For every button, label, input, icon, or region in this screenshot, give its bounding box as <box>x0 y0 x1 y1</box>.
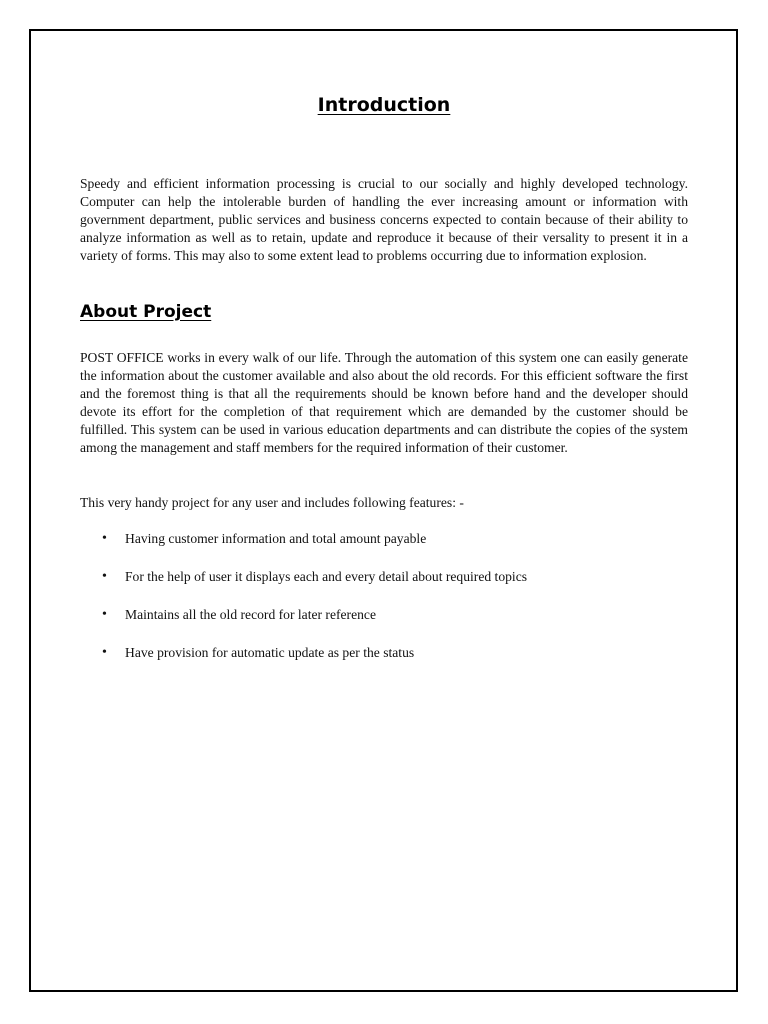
intro-paragraph: Speedy and efficient information processing is crucial to our socially and highly developed technology. Computer can help the intolerable burden of handling the ever increasing amount or information with government department, public services and business concerns expected to contain because of their ability to analyze information as well as to retain, update and reproduce it because of their versality to present it in a variety of forms. This may also to some extent lead to problems occurring due to information explosion. <box>80 176 688 264</box>
list-item <box>80 643 688 681</box>
feature-text: For the help of user it displays each and every detail about required topics <box>125 569 528 584</box>
feature-text: Having customer information and total amount payable <box>125 531 427 546</box>
bullet-icon: • <box>102 645 107 660</box>
features-intro: This very handy project for any user and includes following features: - <box>80 495 464 510</box>
bullet-icon: • <box>102 531 107 546</box>
feature-list <box>80 529 688 681</box>
page-title: Introduction <box>317 94 451 116</box>
feature-text: Maintains all the old record for later reference <box>125 607 376 622</box>
bullet-icon: • <box>102 569 107 584</box>
about-project-heading: About Project <box>80 302 212 322</box>
feature-text: Have provision for automatic update as per the status <box>125 645 415 660</box>
bullet-icon: • <box>102 607 107 622</box>
list-item <box>80 567 688 605</box>
about-project-paragraph: POST OFFICE works in every walk of our life. Through the automation of this system one can easily generate the information about the customer available and also about the old records. For this efficient software the first and the foremost thing is that all the requirements should be known before hand and the developer should devote its effort for the completion of that requirement which are demanded by the customer should be fulfilled. This system can be used in various education departments and can distribute the copies of the system among the management and staff members for the required information of their customer. <box>80 350 688 456</box>
list-item <box>80 529 688 567</box>
list-item <box>80 605 688 643</box>
